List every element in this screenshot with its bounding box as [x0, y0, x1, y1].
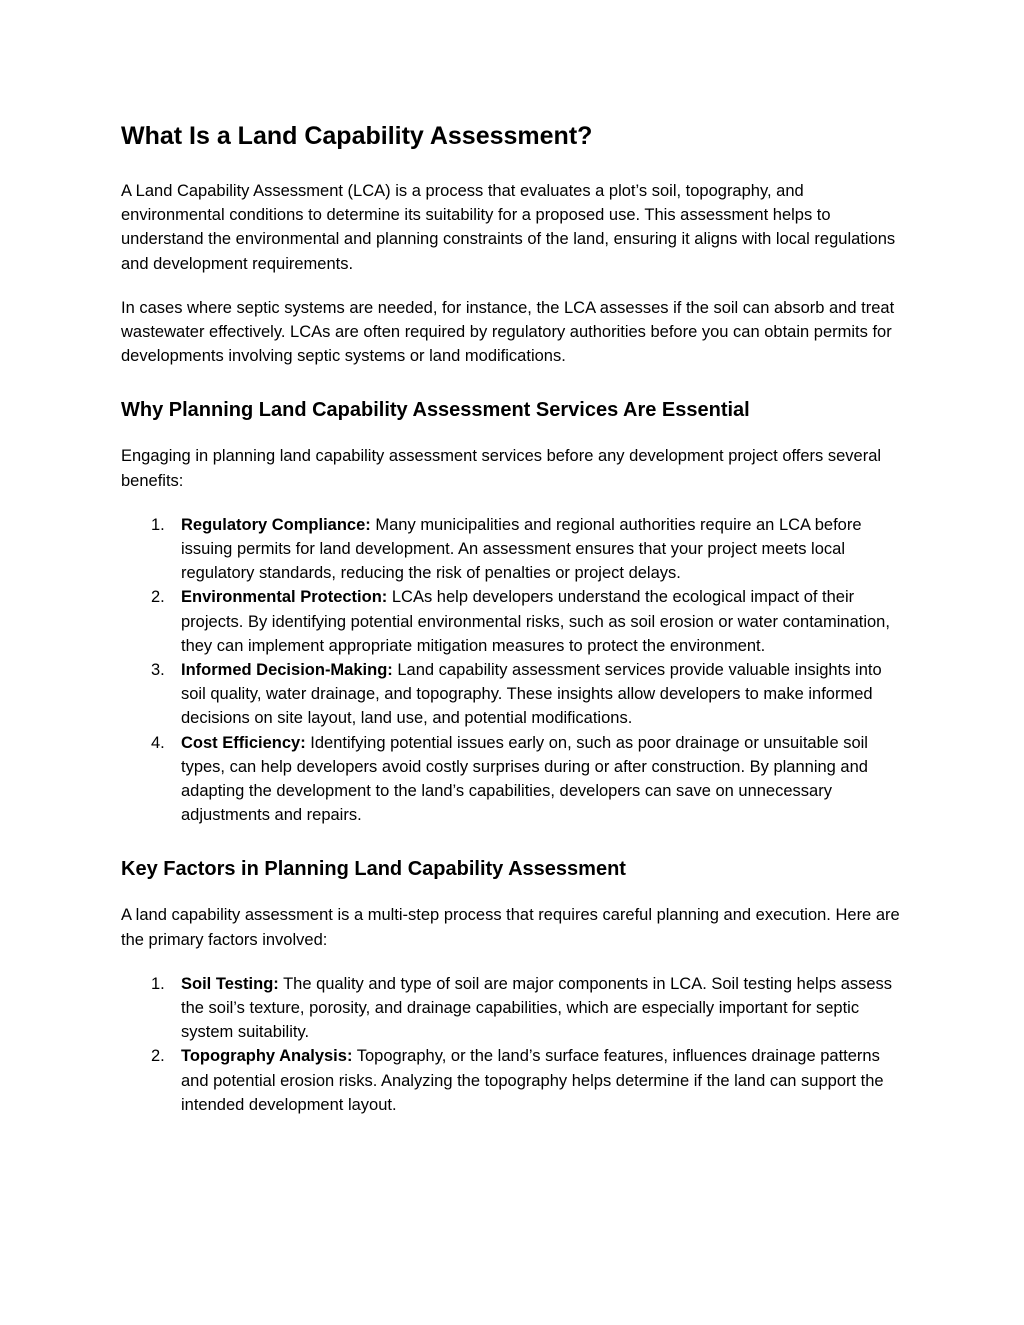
list-text: LCAs help developers understand the ecological impact of their projects. By identifying potential environmental risks, such as soil erosion or water contamination, they can implement appropriate mitigation measures to protect the environment.: [181, 588, 890, 655]
list-number: 4.: [151, 733, 165, 752]
list-number: 1.: [151, 515, 165, 534]
factors-list: [121, 972, 907, 1117]
list-item: [121, 658, 907, 731]
list-term: Environmental Protection:: [181, 588, 388, 607]
section-heading-key-factors: Key Factors in Planning Land Capability Assessment: [121, 858, 626, 881]
list-text: Land capability assessment services provide valuable insights into soil quality, water drainage, and topography. These insights allow developers to make informed decisions on site layout, land use, and potential modifications.: [181, 661, 882, 728]
list-term: Regulatory Compliance:: [181, 515, 371, 534]
section-lead: A land capability assessment is a multi-step process that requires careful planning and execution. Here are the primary factors involved:: [121, 906, 900, 949]
benefits-list: [121, 513, 907, 828]
intro-paragraph: A Land Capability Assessment (LCA) is a process that evaluates a plot’s soil, topography, and environmental conditions to determine its suitability for a proposed use. This assessment helps to understand the environmental and planning constraints of the land, ensuring it aligns with local regulations and development requirements.: [121, 182, 896, 273]
list-term: Cost Efficiency:: [181, 733, 306, 752]
list-text: Many municipalities and regional authorities require an LCA before issuing permits for land development. An assessment ensures that your project meets local regulatory standards, reducing the risk of penalties or project delays.: [181, 515, 862, 583]
section-lead: Engaging in planning land capability assessment services before any development project offers several benefits:: [121, 447, 882, 490]
section-heading-why: Why Planning Land Capability Assessment Services Are Essential: [121, 399, 750, 422]
list-item: [121, 972, 907, 1045]
list-number: 2.: [151, 1047, 165, 1066]
document-page: [121, 119, 907, 1139]
list-item: [121, 731, 907, 828]
list-term: Informed Decision-Making:: [181, 661, 393, 680]
list-term: Topography Analysis:: [181, 1047, 353, 1066]
list-number: 2.: [151, 588, 165, 607]
list-text: Topography, or the land’s surface features, influences drainage patterns and potential erosion risks. Analyzing the topography helps determine if the land can support the intended development layout.: [181, 1047, 884, 1114]
list-item: [121, 585, 907, 658]
list-number: 1.: [151, 974, 165, 993]
page-title: What Is a Land Capability Assessment?: [121, 122, 593, 150]
list-text: The quality and type of soil are major components in LCA. Soil testing helps assess the soil’s texture, porosity, and drainage capabilities, which are especially important for septic system suitability.: [181, 974, 893, 1042]
list-item: [121, 1044, 907, 1117]
list-term: Soil Testing:: [181, 974, 279, 993]
intro-paragraph: In cases where septic systems are needed, for instance, the LCA assesses if the soil can absorb and treat wastewater effectively. LCAs are often required by regulatory authorities before you can obtain permits for developments involving septic systems or land modifications.: [121, 298, 895, 366]
list-text: Identifying potential issues early on, such as poor drainage or unsuitable soil types, can help developers avoid costly surprises during or after construction. By planning and adapting the development to the land’s capabilities, developers can save on unnecessary adjustments and repairs.: [181, 733, 868, 825]
list-item: [121, 513, 907, 586]
list-number: 3.: [151, 661, 165, 680]
